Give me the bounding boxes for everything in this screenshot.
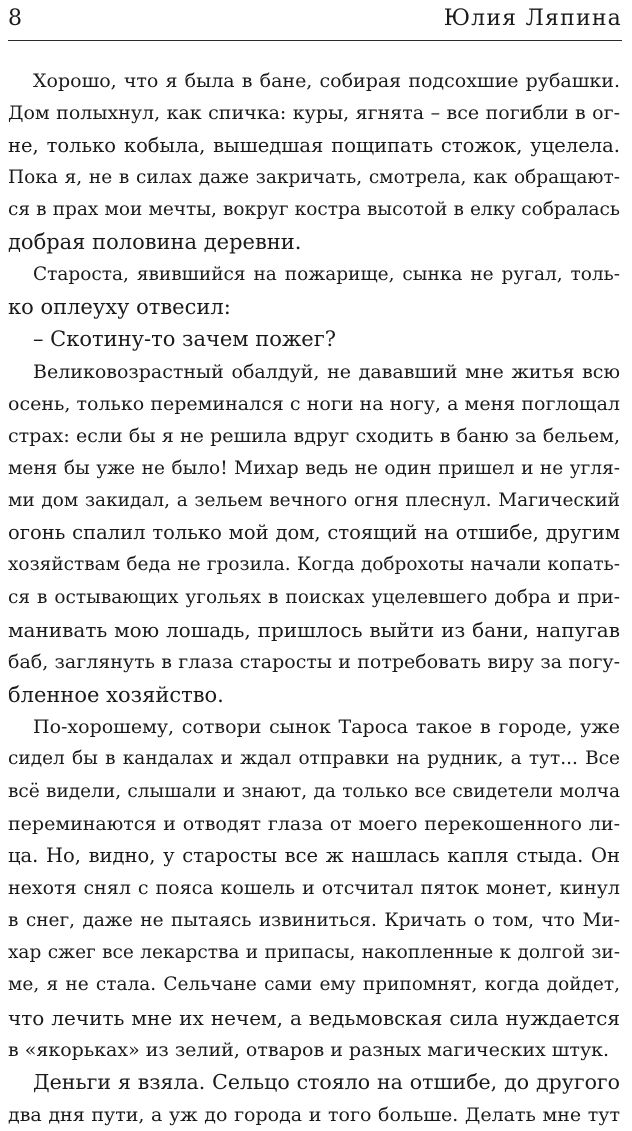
text-line: добрая половина деревни. — [8, 230, 302, 255]
text-line: в «якорьках» из зелий, отваров и разных магических штук. — [8, 1038, 610, 1061]
text-line: ми дом закидал, а зельем вечного огня плеснул. Магический — [8, 489, 620, 511]
text-line: баб, заглянуть в глаза старосты и потребовать виру за погу- — [8, 651, 620, 674]
text-line: меня бы уже не было! Михар ведь не один пришел и не угля- — [8, 457, 620, 479]
text-line: два дня пути, а уж до города и того больше. Делать мне тут — [8, 1103, 620, 1126]
page-number: 8 — [8, 6, 22, 31]
paragraph — [8, 1066, 620, 1131]
running-title: Юлия Ляпина — [443, 6, 622, 31]
paragraph — [8, 65, 620, 259]
text-line: манивать мою лошадь, пришлось выйти из бани, напугав — [8, 618, 620, 643]
text-line: бленное хозяйство. — [8, 682, 224, 707]
text-line: в снег, даже не пытаясь извиниться. Кричать о том, что Ми- — [8, 909, 620, 931]
text-line: переминаются и отводят глаза от моего перекошенного ли- — [8, 812, 620, 835]
text-line: ме, я не стала. Сельчане сами ему припомнят, когда дойдет, — [8, 974, 620, 996]
body-text — [8, 65, 620, 1131]
text-line: ца. Но, видно, у старосты все ж нашлась капля стыда. Он — [8, 844, 620, 868]
text-line: сидел бы в кандалах и ждал отправки на рудник, а тут... Все — [8, 748, 620, 770]
text-line: ко оплеуху отвесил: — [8, 295, 231, 320]
paragraph — [8, 323, 620, 355]
text-line: что лечить мне их нечем, а ведьмовская сила нуждается — [8, 1005, 620, 1030]
text-line: осень, только переминался с ноги на ногу, а меня поглощал — [8, 392, 620, 415]
text-line: нехотя снял с пояса кошель и отсчитал пяток монет, кинул — [8, 877, 620, 900]
text-line: огонь спалил только мой дом, стоящий на отшибе, другим — [8, 521, 620, 545]
text-line: Хорошо, что я была в бане, собирая подсохшие рубашки. — [33, 70, 620, 92]
text-line: Дом полыхнул, как спичка: куры, ягнята – все погибли в ог- — [8, 102, 620, 125]
text-line: Староста, явившийся на пожарище, сынка не ругал, толь- — [33, 263, 620, 285]
text-line: хозяйствам беда не грозила. Когда доброхоты начали копать- — [8, 554, 620, 576]
text-line: Деньги я взяла. Сельцо стояло на отшибе, до другого — [33, 1070, 620, 1095]
text-line: ся в остывающих угольях в поисках уцелевшего добра и при- — [8, 586, 620, 608]
running-head — [8, 2, 622, 41]
paragraph — [8, 356, 620, 711]
text-line: Пока я, не в силах даже закричать, смотрела, как обращают- — [8, 166, 620, 188]
text-line: – Скотину-то зачем пожег? — [33, 327, 336, 352]
text-line: Великовозрастный обалдуй, не дававший мне житья всю — [33, 360, 620, 383]
text-line: ся в прах мои мечты, вокруг костра высотой в елку собралась — [8, 199, 620, 221]
paragraph — [8, 259, 620, 324]
text-line: не, только кобыла, вышедшая пощипать стожок, уцелела. — [8, 133, 620, 157]
text-line: страх: если бы я не решила вдруг сходить в баню за бельем, — [8, 425, 620, 448]
text-line: хар сжег все лекарства и припасы, накопленные к долгой зи- — [8, 942, 620, 964]
text-line: всё видели, слышали и знают, да только все свидетели молча — [8, 780, 620, 802]
paragraph — [8, 711, 620, 1066]
text-line: По-хорошему, сотвори сынок Тароса такое в городе, уже — [33, 715, 620, 738]
